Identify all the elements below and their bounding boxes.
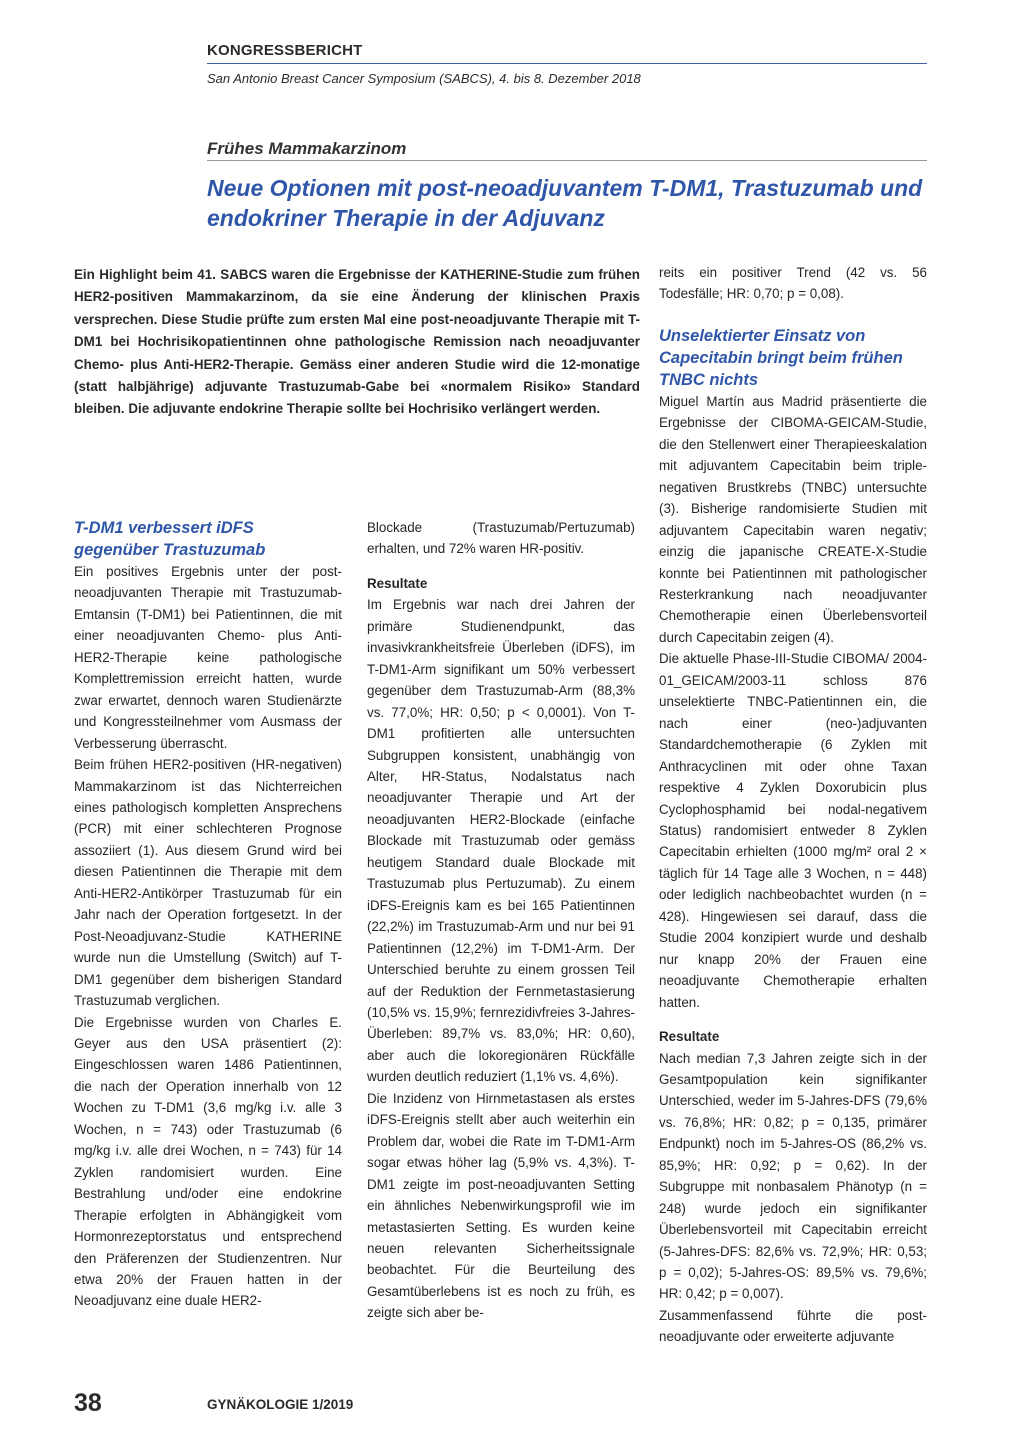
col1-paragraph-3: Die Ergebnisse wurden von Charles E. Geyer aus den USA präsentiert (2): Eingeschlossen waren 1486 Patientinnen, die nach der Operation innerhalb von 12 Wochen zu T-DM1 (3,6 mg/kg i.v. alle 3 Wochen, n = 743) oder Trastuzumab (6 mg/kg i.v. alle drei Wochen, n = 743) für 14 Zyklen randomisiert wurden. Eine Bestrahlung und/oder eine endokrine Therapie erfolgten in Abhängigkeit vom Hormonrezeptorstatus und entsprechend den Präferenzen der Studienzentren. Nur etwa 20% der Frauen hatten in der Neoadjuvanz eine duale HER2- — [74, 1014, 342, 1309]
col3-paragraph-0: reits ein positiver Trend (42 vs. 56 Todesfälle; HR: 0,70; p = 0,08). — [659, 265, 927, 302]
col1-heading: T-DM1 verbessert iDFS gegenüber Trastuzumab — [74, 519, 266, 559]
header-divider — [207, 63, 927, 64]
col1-paragraph-2: Beim frühen HER2-positiven (HR-negativen) Mammakarzinom ist das Nichterreichen eines pathologisch kompletten Ansprechens (PCR) mit einer schlechteren Prognose assoziiert (1). Aus diesem Grund wird bei diesen Patientinnen die Therapie mit dem Anti-HER2-Antikörper Trastuzumab für ein Jahr nach der Operation fortgesetzt. In der Post-Neoadjuvanz-Studie KATHERINE wurde nun die Umstellung (Switch) auf T-DM1 gegenüber dem bisherigen Standard Trastuzumab verglichen. — [74, 757, 342, 1009]
col2-paragraph-3: Die Inzidenz von Hirnmetastasen als erstes iDFS-Ereignis stellt aber auch weiterhin ein Problem dar, wobei die Rate im T-DM1-Arm sogar etwas höher lag (5,9% vs. 4,3%). T-DM1 zeigte im post-neoadjuvanten Setting ein ähnliches Nebenwirkungsprofil wie im metastasierten Setting. Es wurden keine neuen relevanten Sicherheitssignale beobachtet. Für die Beurteilung des Gesamtüberlebens ist es noch zu früh, es zeigte sich aber be- — [367, 1090, 635, 1321]
journal-name: GYNÄKOLOGIE 1/2019 — [207, 1397, 354, 1412]
header-subtitle: San Antonio Breast Cancer Symposium (SABCS), 4. bis 8. Dezember 2018 — [207, 71, 641, 86]
column-1 — [74, 517, 342, 1312]
col3-heading: Unselektierter Einsatz von Capecitabin bringt beim frühen TNBC nichts — [659, 326, 903, 389]
column-2 — [367, 517, 635, 1324]
col3-paragraph-3: Nach median 7,3 Jahren zeigte sich in der Gesamtpopulation kein signifikanter Unterschied, weder im 5-Jahres-DFS (79,6% vs. 76,8%; HR: 0,82; p = 0,135, primärer Endpunkt) noch im 5-Jahres-OS (86,2% vs. 85,9%; HR: 0,92; p = 0,62). In der Subgruppe mit nonbasalem Phänotyp (n = 248) wurde jedoch ein signifikanter Überlebensvorteil mit Capecitabin erreicht (5-Jahres-DFS: 82,6% vs. 72,9%; HR: 0,53; p = 0,02); 5-Jahres-OS: 89,5% vs. 79,6%; HR: 0,42; p = 0,007). — [659, 1050, 927, 1302]
col2-results-heading: Resultate — [367, 575, 428, 591]
lead-paragraph: Ein Highlight beim 41. SABCS waren die Ergebnisse der KATHERINE-Studie zum frühen HER2-positiven Mammakarzinom, da sie eine Änderung der klinischen Praxis versprechen. Diese Studie prüfte zum ersten Mal eine post-neoadjuvante Therapie mit T-DM1 bei Hochrisikopatientinnen ohne pathologische Remission nach neoadjuvanter Chemo- plus Anti-HER2-Therapie. Gemäss einer anderen Studie wird die 12-monatige (statt halbjährige) adjuvante Trastuzumab-Gabe bei «normalem Risiko» Standard bleiben. Die adjuvante endokrine Therapie sollte bei Hochrisiko verlängert werden. — [74, 267, 640, 417]
col1-paragraph-1: Ein positives Ergebnis unter der post-neoadjuvanten Therapie mit Trastuzumab-Emtansin (T-DM1) bei Patientinnen, die mit einer neoadjuvanten Chemo- plus Anti-HER2-Therapie keine pathologische Komplettremission erreicht hatten, wurde zwar erwartet, dennoch waren Studienärzte und Kongressteilnehmer vom Ausmass der Verbesserung überrascht. — [74, 564, 342, 751]
col2-paragraph-2: Im Ergebnis war nach drei Jahren der primäre Studienendpunkt, das invasivkrankheitsfreie Überleben (iDFS), im T-DM1-Arm signifikant um 50% verbessert gegenüber dem Trastuzumab-Arm (88,3% vs. 77,0%; HR: 0,50; p < 0,0001). Von T-DM1 profitierten alle untersuchten Subgruppen konsistent, unabhängig von Alter, HR-Status, Nodalstatus nach neoadjuvanter Therapie und Art der neoadjuvanten HER2-Blockade (einfache Blockade mit Trastuzumab oder gemäss heutigem Standard duale Blockade mit Trastuzumab plus Pertuzumab). Zu einem iDFS-Ereignis kam es bei 165 Patientinnen (22,2%) im Trastuzumab-Arm und nur bei 91 Patientinnen (12,2%) im T-DM1-Arm. Der Unterschied beruhte zu einem grossen Teil auf der Reduktion der Fernmetastasierung (10,5% vs. 15,9%; fernrezidivfreies 3-Jahres-Überleben: 89,7% vs. 83,0%; HR: 0,60), aber auch die lokoregionären Rückfälle wurden deutlich reduziert (1,1% vs. 4,6%). — [367, 597, 635, 1085]
col3-results-heading: Resultate — [659, 1029, 720, 1045]
article-title: Neue Optionen mit post-neoadjuvantem T-DM1, Trastuzumab und endokriner Therapie in der Adjuvanz — [207, 175, 923, 231]
page-number: 38 — [74, 1389, 102, 1417]
col3-paragraph-1: Miguel Martín aus Madrid präsentierte die Ergebnisse der CIBOMA-GEICAM-Studie, die den Stellenwert einer Therapieeskalation mit adjuvantem Capecitabin beim triple-negativen Brustkrebs (TNBC) untersuchte (3). Bisherige randomisierte Studien mit adjuvantem Capecitabin waren negativ; einzig die japanische CREATE-X-Studie konnte bei Patientinnen mit pathologischer Resterkrankung nach neoadjuvanter Chemotherapie einen Überlebensvorteil durch Capecitabin zeigen (4). — [659, 393, 927, 645]
column-3 — [659, 262, 927, 1348]
col3-paragraph-4: Zusammenfassend führte die post-neoadjuvante oder erweiterte adjuvante — [659, 1307, 927, 1345]
section-divider — [207, 160, 927, 161]
header-label: KONGRESSBERICHT — [207, 42, 363, 59]
col3-paragraph-2: Die aktuelle Phase-III-Studie CIBOMA/ 2004-01_GEICAM/2003-11 schloss 876 unselektierte TNBC-Patientinnen ein, die nach einer (neo-)adjuvanten Standardchemotherapie (6 Zyklen mit Anthracyclinen mit oder ohne Taxan respektive 4 Zyklen Doxorubicin plus Cyclophosphamid bei nodal-negativem Status) randomisiert entweder 8 Zyklen Capecitabin erhielten (1000 mg/m² oral 2 × täglich für 14 Tage alle 3 Wochen, n = 448) oder lediglich nachbeobachtet wurden (n = 428). Hingewiesen sei darauf, dass die Studie 2004 konzipiert wurde und deshalb nur knapp 20% der Frauen eine neoadjuvante Chemotherapie erhalten hatten. — [659, 651, 927, 1010]
section-label: Frühes Mammakarzinom — [207, 139, 407, 158]
col2-paragraph-1: Blockade (Trastuzumab/Pertuzumab) erhalten, und 72% waren HR-positiv. — [367, 520, 635, 557]
